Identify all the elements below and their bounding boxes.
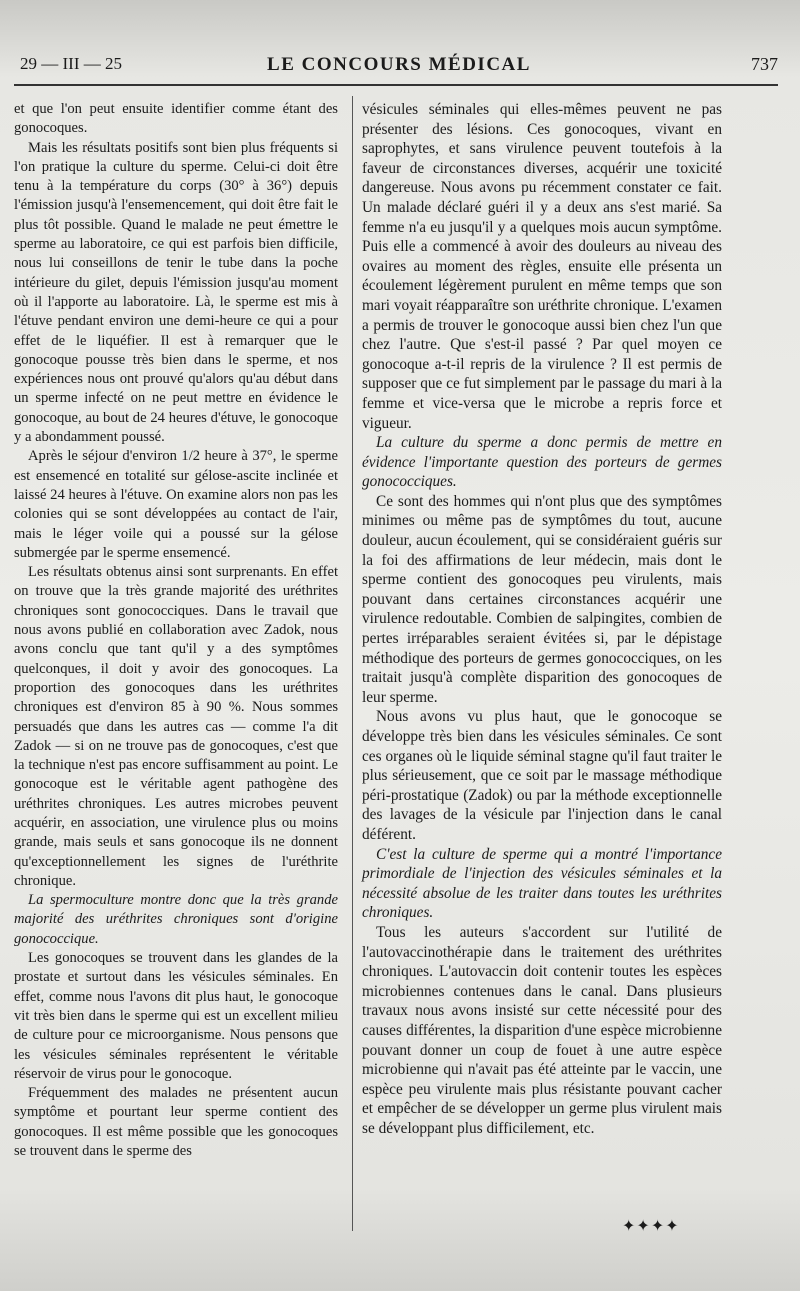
italic-paragraph: La spermoculture montre donc que la très grande majorité des uréthrites chroniques sont d'origine gonococcique. — [14, 892, 338, 947]
paragraph: Après le séjour d'environ 1/2 heure à 37°, le sperme est ensemencé en totalité sur gélose-ascite inclinée et laissé 24 heures à l'étuve. On examine alors non pas les colonies qui se sont développées au contact de l'air, mais le léger voile qui a poussé sur la gélose submergée par le sperme ensemencé. — [14, 448, 338, 561]
italic-paragraph: C'est la culture de sperme qui a montré l'importance primordiale de l'injection des vésicules séminales et la nécessité absolue de les traiter dans toutes les uréthrites chroniques. — [362, 845, 722, 922]
end-ornament: ✦✦✦✦ — [622, 1216, 680, 1235]
issue-date: 29 — III — 25 — [20, 54, 122, 73]
column-divider — [352, 96, 353, 1231]
paragraph: Les gonocoques se trouvent dans les glandes de la prostate et surtout dans les vésicules séminales. En effet, comme nous l'avons dit plus haut, le gonocoque vit très bien dans le sperme qui est un excellent milieu de culture pour ce microorganisme. Nous pensons que les vésicules séminales représentent le véritable réservoir de virus pour le gonocoque. — [14, 950, 338, 1082]
paragraph: Ce sont des hommes qui n'ont plus que des symptômes minimes ou même pas de symptômes du tout, aucune douleur, aucun écoulement, qui se considéraient guéris sur la foi des affirmations de leur médecin, mais dont le sperme contient des gonocoques peu virulents, mais pouvant dans certaines circonstances acquérir une virulence redoutable. Combien de salpingites, combien de pertes irréparables seraient évitées si, par le dépistage méthodique des porteurs de germes gonococciques, on les traitait jusqu'à complète disparition des gonocoques de leur sperme. — [362, 492, 722, 706]
paragraph: Mais les résultats positifs sont bien plus fréquents si l'on pratique la culture du sperme. Celui-ci doit être tenu à la température du corps (30° à 36°) depuis l'émission jusqu'à l'ensemencement, qui doit être fait le plus tôt possible. Quand le malade ne peut émettre le sperme au laboratoire, ce qui est parfois bien difficile, nous lui conseillons de tenir le tube dans la poche intérieure du gilet, depuis l'émission jusqu'au moment où il l'apporte au laboratoire. Là, le sperme est mis à l'étuve pendant environ une demi-heure ce qui a pour effet de le liquéfier. Il est à remarquer que le gonocoque pousse très bien dans le sperme, et nos expériences nous ont prouvé qu'alors qu'au début dans un sperme infecté on ne peut mettre en évidence le gonocoque, au bout de 24 heures d'étuve, le gonocoque y a abondamment poussé. — [14, 139, 338, 446]
paragraph: Les résultats obtenus ainsi sont surprenants. En effet on trouve que la très grande majorité des uréthrites chroniques sont gonococciques. Dans le travail que nous avons publié en collaboration avec Zadok, nous avons conclu que tant qu'il y a des symptômes quelconques, il doit y avoir des gonocoques. La proportion des gonocoques dans les uréthrites chroniques est d'environ 85 à 90 %. Nous sommes persuadés que dans les autres cas — comme l'a dit Zadok — si on ne trouve pas de gonocoques, c'est que la technique n'est pas encore suffisamment au point. Le gonocoque est le véritable agent pathogène des uréthrites chroniques. Les autres microbes peuvent acquérir, en association, une virulence plus ou moins grande, mais seuls et sans gonocoque ils ne donnent qu'exceptionnellement les signes de l'uréthrite chronique. — [14, 564, 338, 889]
right-column — [362, 100, 722, 1138]
paragraph: et que l'on peut ensuite identifier comme étant des gonocoques. — [14, 101, 338, 137]
italic-paragraph: La culture du sperme a donc permis de mettre en évidence l'importante question des porteurs de germes gonococciques. — [362, 434, 722, 491]
running-header — [20, 52, 778, 82]
paragraph: Tous les auteurs s'accordent sur l'utilité de l'autovaccinothérapie dans le traitement des uréthrites chroniques. L'autovaccin doit contenir toutes les espèces microbiennes contenues dans le canal. Dans plusieurs travaux nous avons insisté sur cette nécessité pour des causes différentes, la disparition d'une espèce microbienne pouvant donner un coup de fouet à une autre espèce microbienne qui n'avait pas été atteinte par le vaccin, une espèce peu virulente mais plus résistante pouvant cacher et empêcher de se développer un germe plus virulent mais se développant plus difficilement, etc. — [362, 923, 722, 1137]
paragraph: vésicules séminales qui elles-mêmes peuvent ne pas présenter des lésions. Ces gonocoques, vivant en saprophytes, et sans virulence peuvent toutefois à la faveur de circonstances diverses, acquérir une toxicité dangereuse. Nous avons pu récemment constater ce fait. Un malade déclaré guéri il y a deux ans s'est marié. Sa femme n'a eu jusqu'il y a quelques mois aucun symptôme. Puis elle a commencé à avoir des douleurs au niveau des ovaires au moment des règles, ensuite elle présenta un écoulement légèrement purulent en même temps que son mari voyait réapparaître son uréthrite chronique. L'examen a permis de trouver le gonocoque aussi bien chez l'un que chez l'autre. Que s'est-il passé ? Par quel moyen ce gonocoque a-t-il repris de la virulence ? Il est permis de supposer que ce fut simplement par le passage du mari à la femme et vice-versa que le microbe a repris force et vigueur. — [362, 101, 722, 432]
left-column — [14, 100, 338, 1161]
journal-title: LE CONCOURS MÉDICAL — [267, 54, 531, 75]
header-rule — [14, 84, 778, 86]
paragraph: Nous avons vu plus haut, que le gonocoque se développe très bien dans les vésicules séminales. Ce sont ces organes où le liquide séminal stagne qu'il faut traiter le plus sérieusement, que ce soit par le massage méthodique péri-prostatique (Zadok) ou par la méthode exceptionnelle des lavages de la vésicule par l'injection dans le canal déférent. — [362, 708, 722, 843]
paragraph: Fréquemment des malades ne présentent aucun symptôme et pourtant leur sperme contient des gonocoques. Il est même possible que les gonocoques se trouvent dans le sperme des — [14, 1085, 338, 1160]
page-number: 737 — [751, 54, 778, 74]
